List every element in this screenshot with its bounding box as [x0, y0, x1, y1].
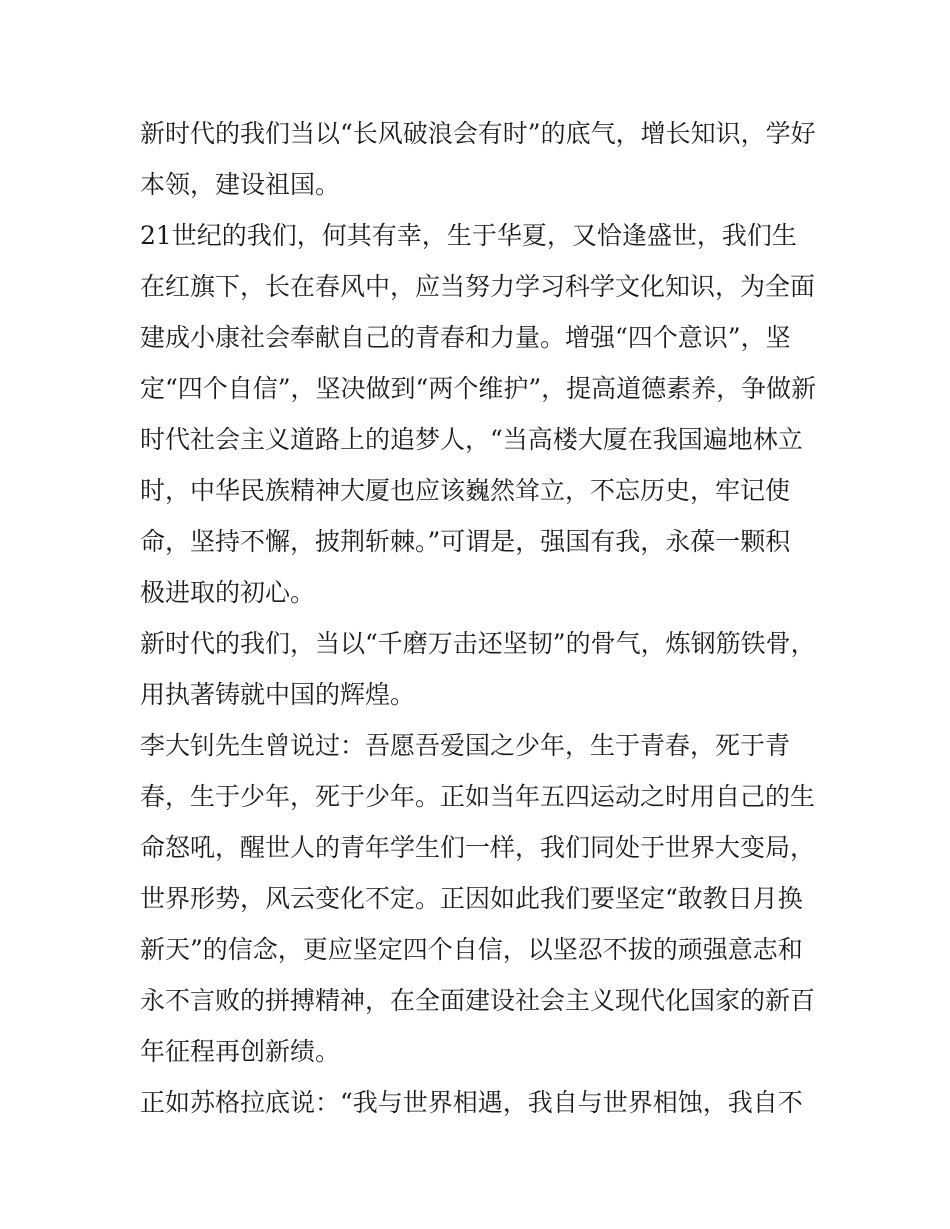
text-line: 新时代的我们当以“长风破浪会有时”的底气，增长知识，学好	[140, 119, 816, 148]
text-line: 用执著铸就中国的辉煌。	[140, 680, 416, 709]
text-line: 极进取的初心。	[140, 578, 316, 607]
text-line: 时，中华民族精神大厦也应该巍然耸立，不忘历史，牢记使	[140, 476, 791, 505]
text-line: 在红旗下，长在春风中，应当努力学习科学文化知识，为全面	[140, 272, 816, 301]
text-line: 春，生于少年，死于少年。正如当年五四运动之时用自己的生	[140, 782, 816, 811]
text-line: 命怒吼，醒世人的青年学生们一样，我们同处于世界大变局，	[140, 833, 816, 862]
document-body	[140, 108, 820, 1128]
text-line: 时代社会主义道路上的追梦人，“当高楼大厦在我国遍地林立	[140, 425, 803, 454]
text-line: 新天”的信念，更应坚定四个自信，以坚忍不拔的顽强意志和	[140, 935, 803, 964]
text-line: 21世纪的我们，何其有幸，生于华夏，又恰逢盛世，我们生	[140, 221, 797, 250]
text-line: 年征程再创新绩。	[140, 1037, 341, 1066]
text-line: 本领，建设祖国。	[140, 170, 341, 199]
text-line: 新时代的我们，当以“千磨万击还坚韧”的骨气，炼钢筋铁骨，	[140, 629, 816, 658]
text-line: 命，坚持不懈，披荆斩棘。”可谓是，强国有我，永葆一颗积	[140, 527, 791, 556]
text-line: 李大钊先生曾说过：吾愿吾爱国之少年，生于青春，死于青	[140, 731, 791, 760]
text-line: 永不言败的拼搏精神，在全面建设社会主义现代化国家的新百	[140, 986, 816, 1015]
text-line: 正如苏格拉底说：“我与世界相遇，我自与世界相蚀，我自不	[140, 1088, 803, 1117]
text-line: 定“四个自信”，坚决做到“两个维护”，提高道德素养，争做新	[140, 374, 817, 403]
text-line: 世界形势，风云变化不定。正因如此我们要坚定“敢教日月换	[140, 884, 803, 913]
text-line: 建成小康社会奉献自己的青春和力量。增强“四个意识”，坚	[140, 323, 791, 352]
